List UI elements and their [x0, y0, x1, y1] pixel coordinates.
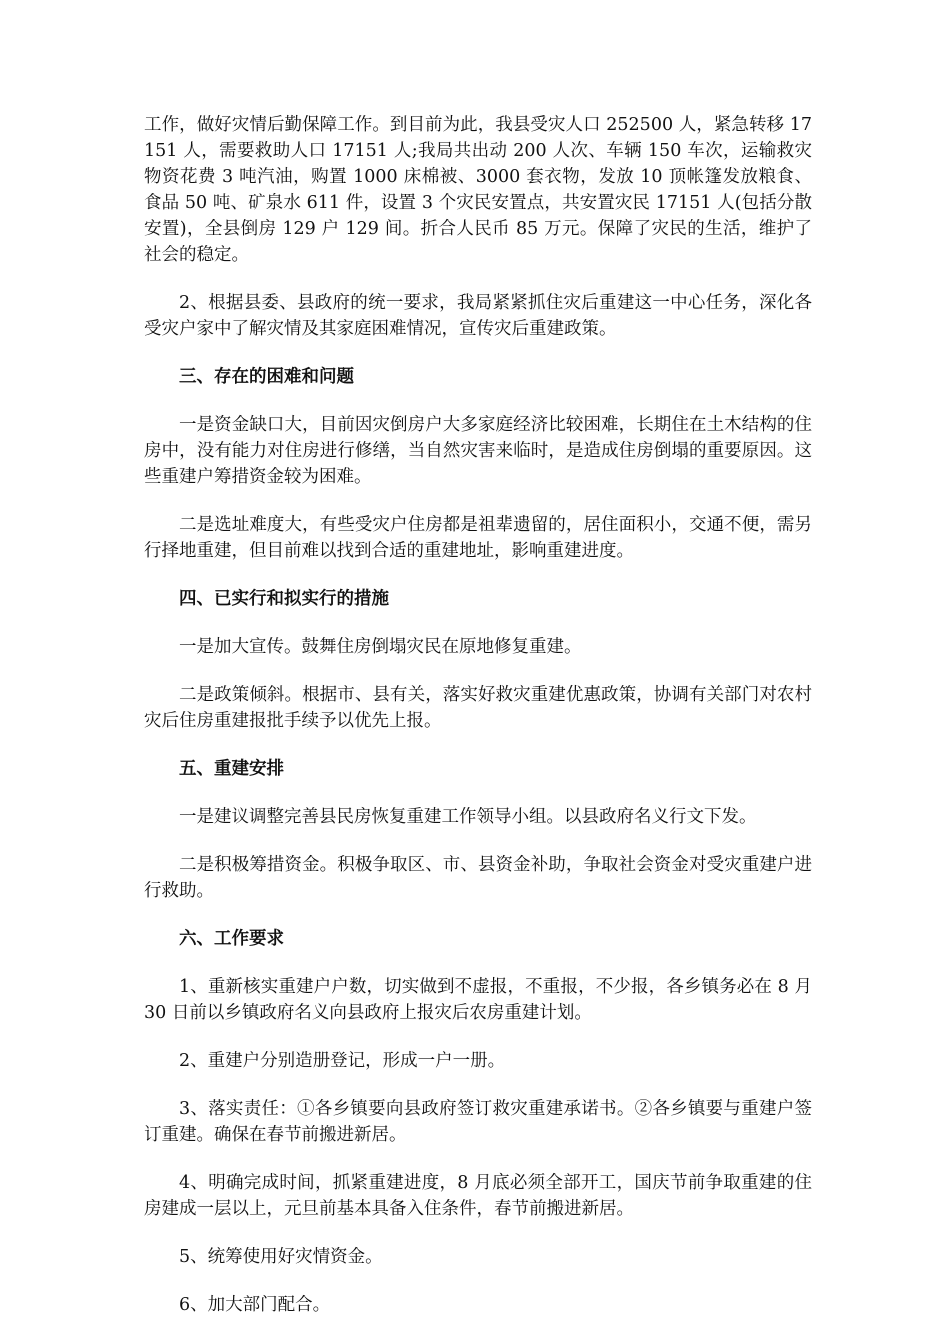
paragraph-requirement-6: 6、加大部门配合。	[179, 1295, 331, 1315]
paragraph-publicity: 一是加大宣传。鼓舞住房倒塌灾民在原地修复重建。	[179, 637, 582, 657]
paragraph-requirement-4: 4、明确完成时间，抓紧重建进度，8 月底必须全部开工，国庆节前争取重建的住房建成一层以上，元旦前基本具备入住条件，春节前搬进新居。	[144, 1173, 812, 1219]
heading-difficulties: 三、存在的困难和问题	[179, 367, 354, 387]
paragraph-funding-gap: 一是资金缺口大，目前因灾倒房户大多家庭经济比较困难，长期住在土木结构的住房中，没有能力对住房进行修缮，当自然灾害来临时，是造成住房倒塌的重要原因。这些重建户筹措资金较为困难。	[144, 415, 812, 487]
paragraph-policy: 二是政策倾斜。根据市、县有关，落实好救灾重建优惠政策，协调有关部门对农村灾后住房重建报批手续予以优先上报。	[144, 685, 812, 731]
document-page	[144, 112, 812, 1340]
paragraph-requirement-3: 3、落实责任：①各乡镇要向县政府签订救灾重建承诺书。②各乡镇要与重建户签订重建。确保在春节前搬进新居。	[144, 1099, 812, 1145]
heading-reconstruction-plan: 五、重建安排	[179, 759, 284, 779]
paragraph-requirement-5: 5、统筹使用好灾情资金。	[179, 1247, 383, 1267]
paragraph-raise-funds: 二是积极筹措资金。积极争取区、市、县资金补助，争取社会资金对受灾重建户进行救助。	[144, 855, 812, 901]
paragraph-requirement-1: 1、重新核实重建户户数，切实做到不虚报，不重报，不少报，各乡镇务必在 8 月 30 日前以乡镇政府名义向县政府上报灾后农房重建计划。	[144, 977, 812, 1023]
paragraph-leadership-group: 一是建议调整完善县民房恢复重建工作领导小组。以县政府名义行文下发。	[179, 807, 757, 827]
paragraph-requirement-2: 2、重建户分别造册登记，形成一户一册。	[179, 1051, 506, 1071]
heading-measures: 四、已实行和拟实行的措施	[179, 589, 389, 609]
paragraph-site-selection: 二是选址难度大，有些受灾户住房都是祖辈遗留的，居住面积小，交通不便，需另行择地重建，但目前难以找到合适的重建地址，影响重建进度。	[144, 515, 812, 561]
paragraph-continued-disaster-relief: 工作，做好灾情后勤保障工作。到目前为此，我县受灾人口 252500 人，紧急转移 17151 人，需要救助人口 17151 人;我局共出动 200 人次、车辆 150 车次，运输救灾物资花费 3 吨汽油，购置 1000 床棉被、3000 套衣物，发放 10 顶帐篷发放粮食、食品 50 吨、矿泉水 611 件，设置 3 个灾民安置点，共安置灾民 17151 人(包括分散安置)，全县倒房 129 户 129 间。折合人民币 85 万元。保障了灾民的生活，维护了社会的稳定。	[144, 115, 812, 265]
heading-work-requirements: 六、工作要求	[179, 929, 284, 949]
paragraph-reconstruction-task: 2、根据县委、县政府的统一要求，我局紧紧抓住灾后重建这一中心任务，深化各受灾户家中了解灾情及其家庭困难情况，宣传灾后重建政策。	[144, 293, 812, 339]
